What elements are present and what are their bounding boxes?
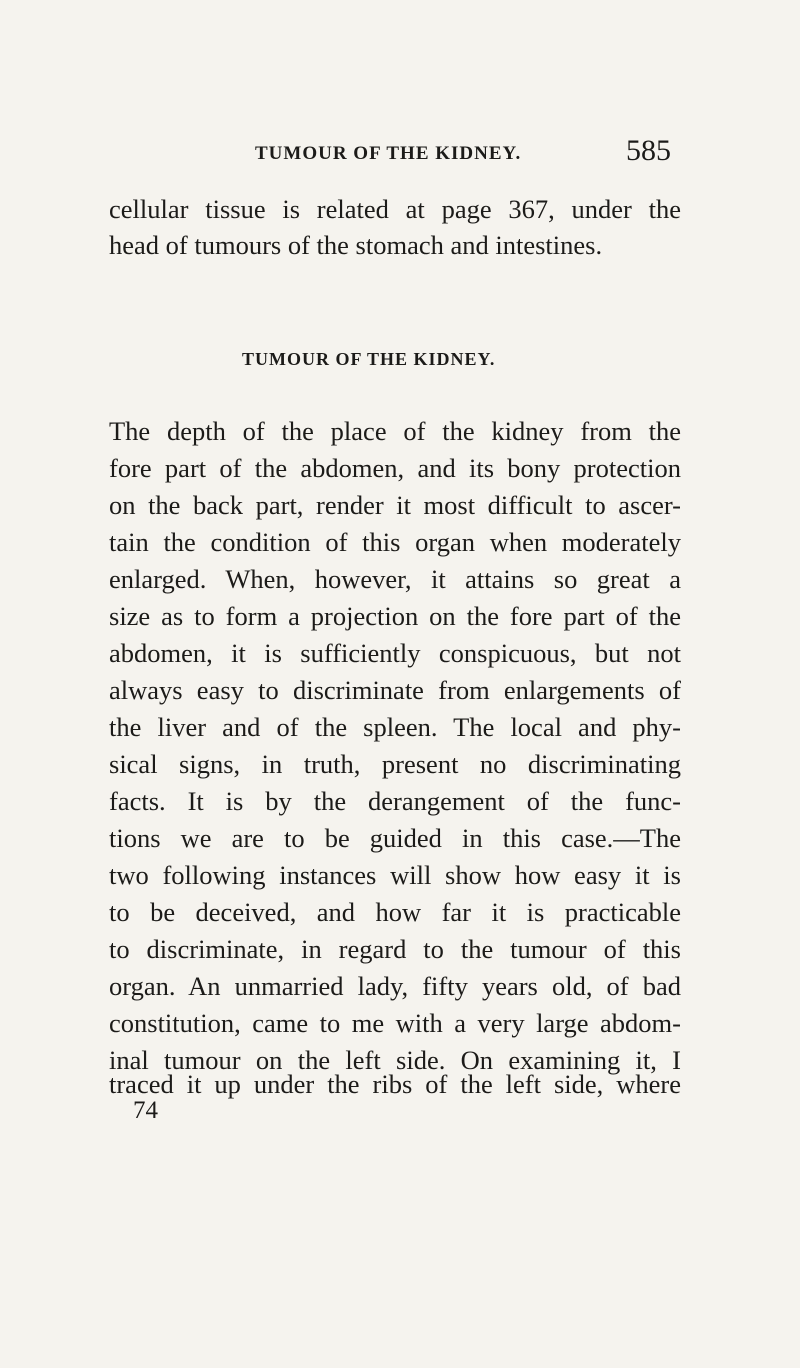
- body-line: organ. An unmarried lady, fifty years old, of bad: [109, 971, 681, 1001]
- body-line: traced it up under the ribs of the left side, where: [109, 1069, 681, 1099]
- body-line: abdomen, it is sufficiently conspicuous, but not: [109, 638, 681, 668]
- body-line: sical signs, in truth, present no discriminating: [109, 749, 681, 779]
- page-number: 585: [626, 134, 671, 167]
- body-line: fore part of the abdomen, and its bony protection: [109, 453, 681, 483]
- body-line: size as to form a projection on the fore part of the: [109, 601, 681, 631]
- opening-line-1: cellular tissue is related at page 367, under the: [109, 194, 681, 224]
- body-line: to be deceived, and how far it is practicable: [109, 897, 681, 927]
- body-line: the liver and of the spleen. The local and phy-: [109, 712, 681, 742]
- section-heading: TUMOUR OF THE KIDNEY.: [242, 349, 496, 369]
- body-line: tions we are to be guided in this case.—The: [109, 823, 681, 853]
- opening-line-2: head of tumours of the stomach and intestines.: [109, 230, 603, 260]
- body-line: to discriminate, in regard to the tumour of this: [109, 934, 681, 964]
- body-line: two following instances will show how easy it is: [109, 860, 681, 890]
- signature-mark: 74: [133, 1097, 158, 1124]
- body-line: inal tumour on the left side. On examining it, I: [109, 1045, 681, 1075]
- body-line: constitution, came to me with a very large abdom-: [109, 1008, 681, 1038]
- body-line: tain the condition of this organ when moderately: [109, 527, 681, 557]
- body-line: always easy to discriminate from enlargements of: [109, 675, 681, 705]
- body-line: enlarged. When, however, it attains so great a: [109, 564, 681, 594]
- body-line: on the back part, render it most difficult to ascer-: [109, 490, 681, 520]
- body-line: The depth of the place of the kidney from the: [109, 416, 681, 446]
- body-line: facts. It is by the derangement of the func-: [109, 786, 681, 816]
- running-head: TUMOUR OF THE KIDNEY.: [255, 143, 522, 164]
